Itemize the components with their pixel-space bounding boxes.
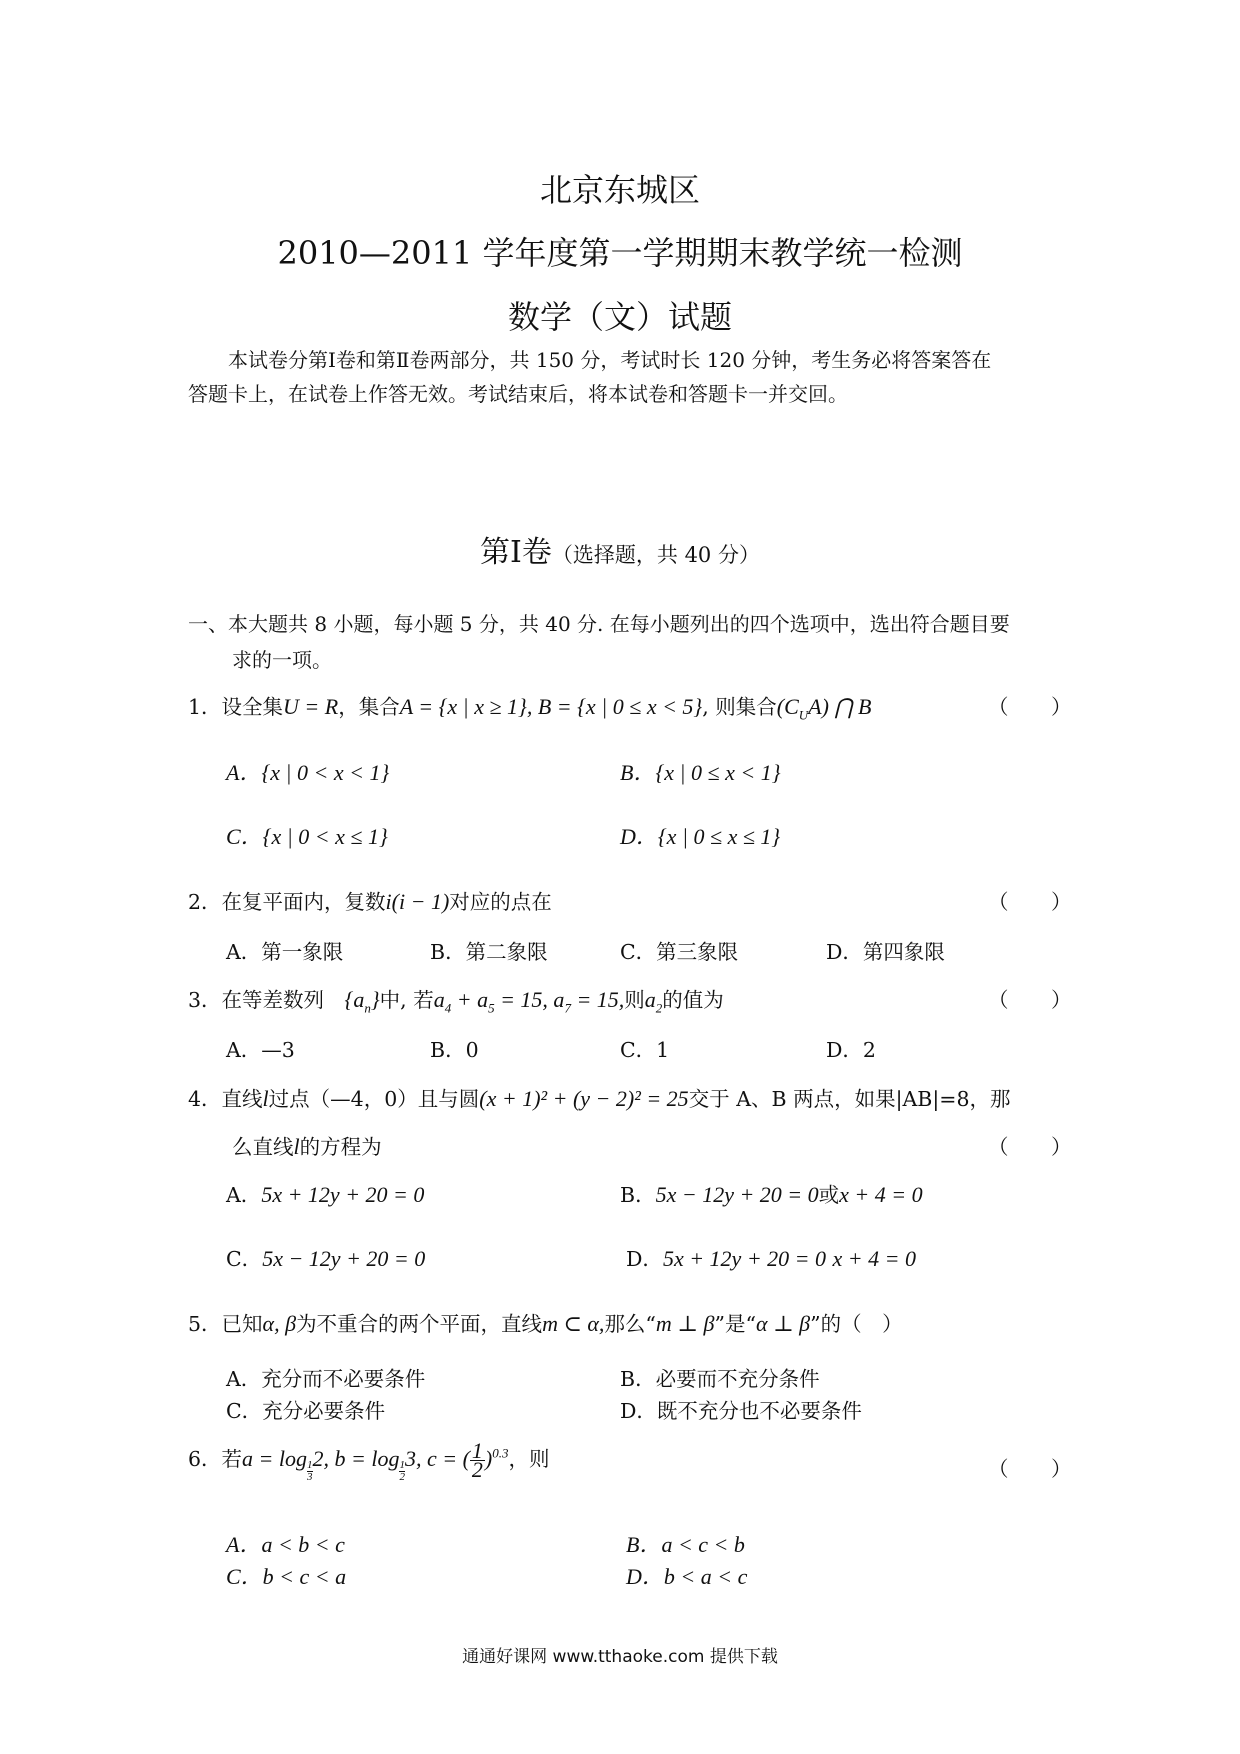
q1-option-c[interactable]: C．{x | 0 < x ≤ 1} (226, 824, 388, 849)
fraction-one-half: $\frac{1}{2}$ (471, 1438, 483, 1483)
q3-option-a[interactable]: A．—3 (226, 1038, 295, 1062)
q4-option-c[interactable]: C．5x − 12y + 20 = 0 (226, 1246, 426, 1271)
question-5: 5．已知α, β为不重合的两个平面，直线m ⊂ α,那么“m ⊥ β”是“α ⊥ β”的（ ） (188, 1311, 903, 1336)
question-1: 1．设全集U = R，集合A = {x | x ≥ 1}, B = {x | 0 ≤ x < 5}, 则集合$(C_UA)$ ⋂ B (188, 694, 872, 723)
section-title-sub: （选择题，共 40 分） (551, 543, 760, 567)
section-title (0, 527, 1240, 571)
q1-option-d[interactable]: D．{x | 0 ≤ x ≤ 1} (620, 824, 781, 849)
q3-option-c[interactable]: C．1 (620, 1038, 670, 1062)
q6-option-c[interactable]: C．b < c < a (226, 1564, 347, 1589)
answer-paren-1[interactable]: （ ） (988, 695, 1090, 719)
question-4: 4．直线l过点（—4，0）且与圆(x + 1)² + (y − 2)² = 25交于 A、B 两点，如果|AB|=8，那 (188, 1086, 1011, 1111)
intro-line-2: 答题卡上，在试卷上作答无效。考试结束后，将本试卷和答题卡一并交回。 (188, 382, 848, 406)
title-region: 北京东城区 (539, 171, 700, 209)
q4-option-b[interactable]: B．5x − 12y + 20 = 0或x + 4 = 0 (620, 1182, 923, 1207)
q4-option-a[interactable]: A．5x + 12y + 20 = 0 (226, 1182, 425, 1207)
q1-option-a[interactable]: A．{x | 0 < x < 1} (226, 760, 390, 785)
answer-paren-2[interactable]: （ ） (988, 890, 1090, 914)
q5-option-d[interactable]: D．既不充分也不必要条件 (620, 1399, 862, 1423)
question-3: 3．在等差数列 $\{a_n\}$中, 若$a_4 + a_5 = 15$, $a_7 = 15$,则$a_2$的值为 (188, 987, 724, 1016)
q5-option-a[interactable]: A．充分而不必要条件 (226, 1367, 426, 1391)
log-base-a: $\frac{1}{3}$ (307, 1459, 313, 1483)
q5-option-b[interactable]: B．必要而不充分条件 (620, 1367, 820, 1391)
instruction-line-1: 一、本大题共 8 小题，每小题 5 分，共 40 分. 在每小题列出的四个选项中，选出符合题目要 (188, 612, 1010, 636)
question-2: 2．在复平面内，复数i(i − 1)对应的点在 (188, 889, 552, 914)
log-base-b: $\frac{1}{2}$ (399, 1459, 405, 1483)
q2-option-d[interactable]: D．第四象限 (826, 940, 945, 964)
footer-source: 通通好课网 www.tthaoke.com 提供下载 (462, 1647, 778, 1667)
q6-option-b[interactable]: B．a < c < b (626, 1532, 745, 1557)
intro-line-1: 本试卷分第Ⅰ卷和第Ⅱ卷两部分，共 150 分，考试时长 120 分钟，考生务必将答案答在 (228, 348, 992, 372)
q3-option-d[interactable]: D．2 (826, 1038, 876, 1062)
q6-option-a[interactable]: A．a < b < c (226, 1532, 345, 1557)
title-subject: 数学（文）试题 (507, 298, 732, 336)
answer-paren-4[interactable]: （ ） (988, 1135, 1090, 1159)
q1-option-b[interactable]: B．{x | 0 ≤ x < 1} (620, 760, 781, 785)
question-6: 6．若a = log $\frac{1}{3}$ 2, b = log $\frac{1}{2}$ 3, c = ( $\frac{1}{2}$ )$^{0.3}$，则 (188, 1438, 550, 1483)
question-4-line-2: 么直线l的方程为 (232, 1134, 382, 1159)
q3-option-b[interactable]: B．0 (430, 1038, 479, 1062)
q6-option-d[interactable]: D．b < a < c (626, 1564, 748, 1589)
section-title-main: 第Ⅰ卷 (480, 535, 552, 570)
instruction-line-2: 求的一项。 (232, 648, 332, 672)
q5-option-c[interactable]: C．充分必要条件 (226, 1399, 386, 1423)
answer-paren-6[interactable]: （ ） (988, 1457, 1090, 1481)
q2-option-c[interactable]: C．第三象限 (620, 940, 739, 964)
q4-option-d[interactable]: D．5x + 12y + 20 = 0 x + 4 = 0 (626, 1246, 917, 1271)
q2-option-a[interactable]: A．第一象限 (226, 940, 344, 964)
q2-option-b[interactable]: B．第二象限 (430, 940, 548, 964)
answer-paren-3[interactable]: （ ） (988, 988, 1090, 1012)
title-exam: 2010—2011 学年度第一学期期末教学统一检测 (277, 234, 963, 272)
